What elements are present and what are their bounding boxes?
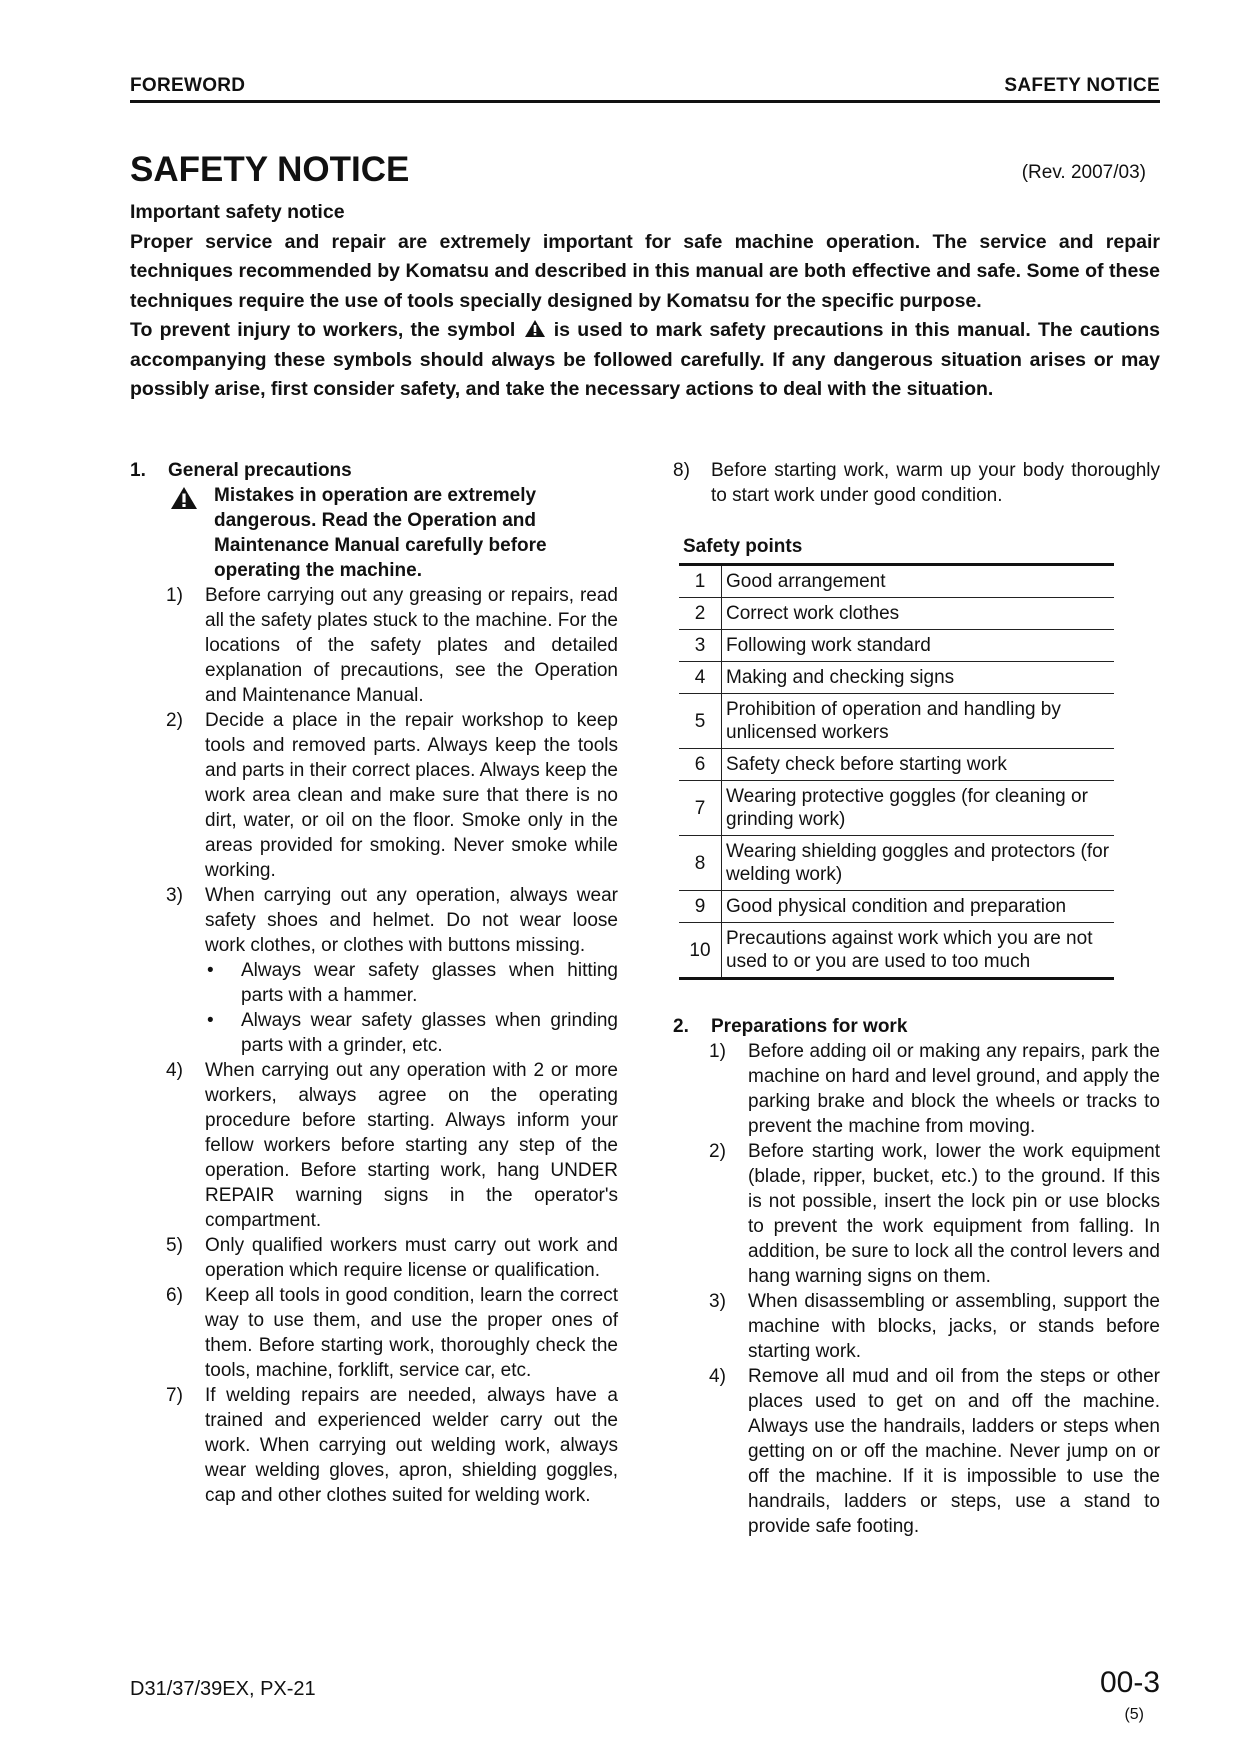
section-1-heading: [130, 458, 618, 483]
item-text: Before adding oil or making any repairs, park the machine on hard and level ground, and apply the parking brake and block the wheels or tracks to prevent the machine from moving.: [748, 1041, 1160, 1137]
table-row: [679, 598, 1114, 630]
warning-text: Mistakes in operation are extremely dangerous. Read the Operation and Maintenance Manual carefully before operating the machine.: [214, 485, 547, 581]
page-title: SAFETY NOTICE: [130, 150, 410, 189]
item-marker: 4): [166, 1060, 183, 1081]
bullet-item: • Always wear safety glasses when grinding parts with a grinder, etc.: [207, 1010, 618, 1056]
item-text: Before starting work, warm up your body thoroughly to start work under good condition.: [711, 460, 1160, 506]
row-text: Correct work clothes: [722, 598, 1115, 630]
table-row: [679, 749, 1114, 781]
item-marker: 2): [166, 710, 183, 731]
item-marker: 3): [166, 885, 183, 906]
item-marker: 1): [709, 1041, 726, 1062]
intro-paragraph-2: [130, 316, 1160, 405]
bullet-text: Always wear safety glasses when hitting parts with a hammer.: [241, 960, 618, 1006]
footer-revision-number: (5): [1124, 1706, 1144, 1723]
list-item: [130, 1383, 618, 1508]
row-text: Safety check before starting work: [722, 749, 1115, 781]
item-marker: 6): [166, 1285, 183, 1306]
row-text: Good physical condition and preparation: [722, 891, 1115, 923]
list-item: [130, 883, 618, 1058]
section-1-list-continued: [673, 458, 1160, 508]
table-row: [679, 662, 1114, 694]
section-1-title: General precautions: [168, 460, 352, 481]
row-number: 1: [679, 565, 722, 598]
footer-model: D31/37/39EX, PX-21: [130, 1678, 316, 1700]
section-2-number: 2.: [673, 1016, 689, 1037]
row-number: 10: [679, 923, 722, 979]
list-item: [130, 1283, 618, 1383]
row-text: Wearing shielding goggles and protectors (for welding work): [722, 836, 1115, 891]
list-item: [130, 708, 618, 883]
row-number: 8: [679, 836, 722, 891]
warning-triangle-icon: [524, 319, 546, 338]
row-text: Wearing protective goggles (for cleaning or grinding work): [722, 781, 1115, 836]
revision-date: (Rev. 2007/03): [1021, 162, 1146, 183]
section-1-list: [130, 583, 618, 1508]
item-text: Decide a place in the repair workshop to keep tools and removed parts. Always keep the tools and parts in their correct places. Always keep the work area clean and make sure that there is no dirt, water, or oil on the floor. Smoke only in the areas provided for smoking. Never smoke while working.: [205, 710, 618, 881]
table-row: [679, 565, 1114, 598]
header-rule: [130, 100, 1160, 103]
item-text: If welding repairs are needed, always have a trained and experienced welder carry out the work. When carrying out welding work, always wear welding gloves, apron, shielding goggles, cap and other clothes suited for welding work.: [205, 1385, 618, 1506]
row-text: Making and checking signs: [722, 662, 1115, 694]
warning-triangle-icon: [170, 486, 198, 510]
row-number: 2: [679, 598, 722, 630]
table-row: [679, 923, 1114, 979]
list-item: [130, 1058, 618, 1233]
item-marker: 3): [709, 1291, 726, 1312]
footer-page-number: 00-3: [1099, 1666, 1160, 1699]
item-text: Before starting work, lower the work equipment (blade, ripper, bucket, etc.) to the ground. If this is not possible, insert the lock pin or use blocks to prevent the work equipment from falling. In addition, be sure to lock all the control levers and hang warning signs on them.: [748, 1141, 1160, 1287]
bullet-text: Always wear safety glasses when grinding parts with a grinder, etc.: [241, 1010, 618, 1056]
item-marker: 2): [709, 1141, 726, 1162]
section-2-heading: [673, 1014, 1160, 1039]
bullet-item: • Always wear safety glasses when hitting parts with a hammer.: [207, 960, 618, 1006]
left-column: [130, 458, 618, 1508]
safety-points-title: Safety points: [683, 536, 803, 557]
list-item: [673, 1364, 1160, 1539]
item-text: When carrying out any operation with 2 or more workers, always agree on the operating procedure before starting. Always inform your fellow workers before starting any step of the operation. Before starting work, hang UNDER REPAIR warning signs in the operator's compartment.: [205, 1060, 618, 1231]
item-marker: 7): [166, 1385, 183, 1406]
row-text: Precautions against work which you are not used to or you are used to too much: [722, 923, 1115, 979]
running-header: [130, 75, 1160, 101]
section-1-warning: [130, 483, 618, 583]
row-number: 6: [679, 749, 722, 781]
list-item: [673, 1289, 1160, 1364]
list-item: [673, 1139, 1160, 1289]
item-marker: 8): [673, 460, 690, 481]
right-column: [673, 458, 1160, 1539]
row-text: Prohibition of operation and handling by unlicensed workers: [722, 694, 1115, 749]
row-number: 7: [679, 781, 722, 836]
item-marker: 5): [166, 1235, 183, 1256]
item-marker: 4): [709, 1366, 726, 1387]
section-1-number: 1.: [130, 460, 146, 481]
section-2: [673, 1014, 1160, 1539]
intro-p2-before: To prevent injury to workers, the symbol: [130, 319, 516, 341]
table-row: [679, 836, 1114, 891]
list-item: [673, 1039, 1160, 1139]
section-2-list: [673, 1039, 1160, 1539]
intro-block: [130, 198, 1160, 405]
item-text: When disassembling or assembling, support the machine with blocks, jacks, or stands before starting work.: [748, 1291, 1160, 1362]
row-number: 5: [679, 694, 722, 749]
table-row: [679, 694, 1114, 749]
item-text: Only qualified workers must carry out work and operation which require license or qualification.: [205, 1235, 618, 1281]
row-number: 4: [679, 662, 722, 694]
row-number: 9: [679, 891, 722, 923]
list-item: [673, 458, 1160, 508]
row-text: Following work standard: [722, 630, 1115, 662]
item-text: Before carrying out any greasing or repairs, read all the safety plates stuck to the machine. For the locations of the safety plates and detailed explanation of precautions, see the Operation and Maintenance Manual.: [205, 585, 618, 706]
row-number: 3: [679, 630, 722, 662]
table-row: [679, 630, 1114, 662]
table-row: [679, 891, 1114, 923]
item-marker: 1): [166, 585, 183, 606]
intro-subhead: Important safety notice: [130, 201, 345, 223]
section-2-title: Preparations for work: [711, 1016, 908, 1037]
table-row: [679, 781, 1114, 836]
header-chapter: FOREWORD: [130, 75, 246, 96]
item-text: Remove all mud and oil from the steps or other places used to get on and off the machine. Always use the handrails, ladders or steps when getting on or off the machine. Never jump on or off the machine. If it is impossible to use the handrails, ladders or steps, use a stand to provide safe footing.: [748, 1366, 1160, 1537]
intro-paragraph-1: Proper service and repair are extremely important for safe machine operation. The service and repair techniques recommended by Komatsu and described in this manual are both effective and safe. Some of these techniques require the use of tools specially designed by Komatsu for the specific purpose.: [130, 230, 1160, 312]
manual-page: [130, 0, 1160, 1754]
intro-p2-after: is used to mark safety precautions in this manual. The cautions accompanying these symbols should always be followed carefully. If any dangerous situation arises or may possibly arise, first consider safety, and take the necessary actions to deal with the situation.: [130, 319, 1161, 400]
item-text: When carrying out any operation, always wear safety shoes and helmet. Do not wear loose work clothes, or clothes with buttons missing.: [205, 885, 618, 956]
header-section: SAFETY NOTICE: [1004, 75, 1160, 96]
safety-points-table: [679, 563, 1114, 980]
list-item: [130, 583, 618, 708]
list-item: [130, 1233, 618, 1283]
bullet-list: [205, 958, 618, 1058]
item-text: Keep all tools in good condition, learn the correct way to use them, and use the proper ones of them. Before starting work, thoroughly check the tools, machine, forklift, service car, etc.: [205, 1285, 618, 1381]
row-text: Good arrangement: [722, 565, 1115, 598]
